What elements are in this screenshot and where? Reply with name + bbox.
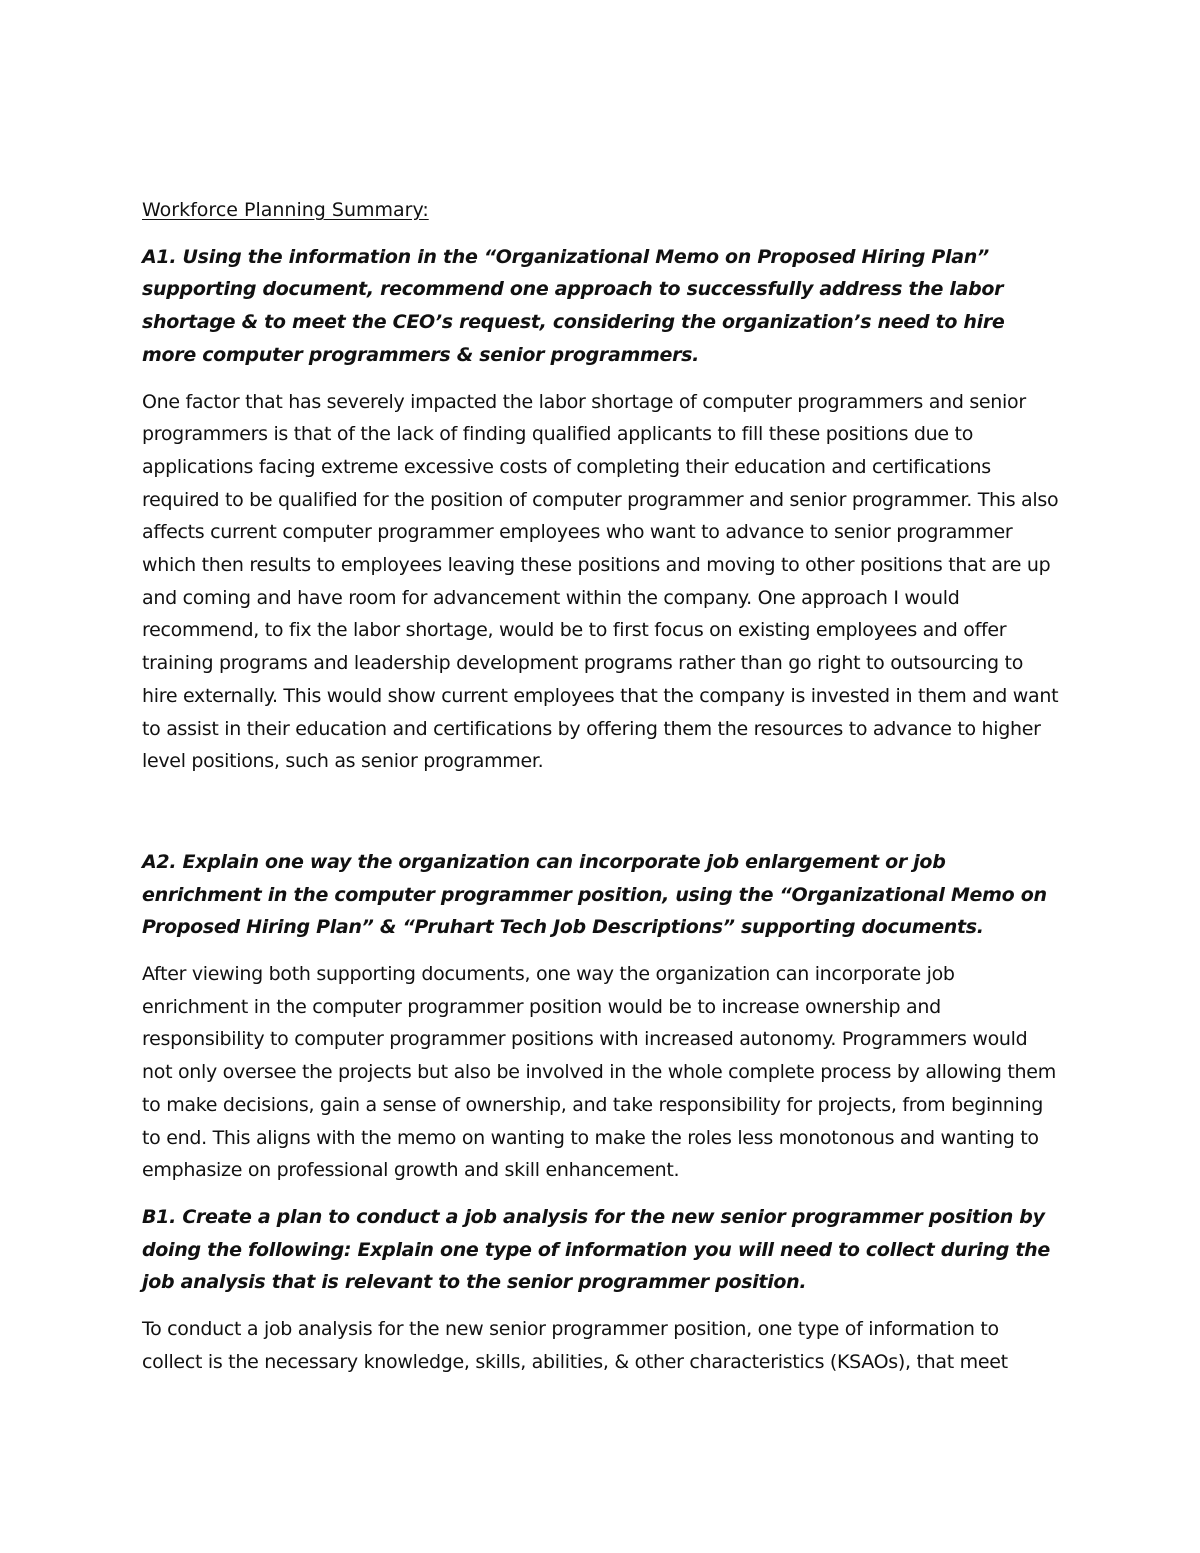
answer-a1: One factor that has severely impacted the labor shortage of computer programmers and senior programmers is that of the lack of finding qualified applicants to fill these positions due to applications facing extreme excessive costs of completing their education and certifications required to be qualified for the position of computer programmer and senior programmer. This also affects current computer programmer employees who want to advance to senior programmer which then results to employees leaving these positions and moving to other positions that are up and coming and have room for advancement within the company. One approach I would recommend, to fix the labor shortage, would be to first focus on existing employees and offer training programs and leadership development programs rather than go right to outsourcing to hire externally. This would show current employees that the company is invested in them and want to assist in their education and certifications by offering them the resources to advance to higher level positions, such as senior programmer. xyxy=(142,390,1059,773)
question-a1: A1. Using the information in the “Organizational Memo on Proposed Hiring Plan” supporting document, recommend one approach to successfully address the labor shortage & to meet the CEO’s request, considering the organization’s need to hire more computer programmers & senior programmers. xyxy=(142,245,1005,366)
document-heading: Workforce Planning Summary: xyxy=(142,199,429,221)
question-b1: B1. Create a plan to conduct a job analysis for the new senior programmer position by doing the following: Explain one type of information you will need to collect during the job analysis that is relevant to the senior programmer position. xyxy=(142,1205,1050,1294)
section-spacer xyxy=(142,792,1060,846)
document-body xyxy=(142,194,1060,1393)
answer-a2: After viewing both supporting documents, one way the organization can incorporate job enrichment in the computer programmer position would be to increase ownership and responsibility to computer programmer positions with increased autonomy. Programmers would not only oversee the projects but also be involved in the whole complete process by allowing them to make decisions, gain a sense of ownership, and take responsibility for projects, from beginning to end. This aligns with the memo on wanting to make the roles less monotonous and wanting to emphasize on professional growth and skill enhancement. xyxy=(142,963,1056,1182)
question-a2: A2. Explain one way the organization can incorporate job enlargement or job enrichment in the computer programmer position, using the “Organizational Memo on Proposed Hiring Plan” & “Pruhart Tech Job Descriptions” supporting documents. xyxy=(142,850,1047,939)
answer-b1: To conduct a job analysis for the new senior programmer position, one type of information to collect is the necessary knowledge, skills, abilities, & other characteristics (KSAOs), that meet xyxy=(142,1318,1008,1373)
